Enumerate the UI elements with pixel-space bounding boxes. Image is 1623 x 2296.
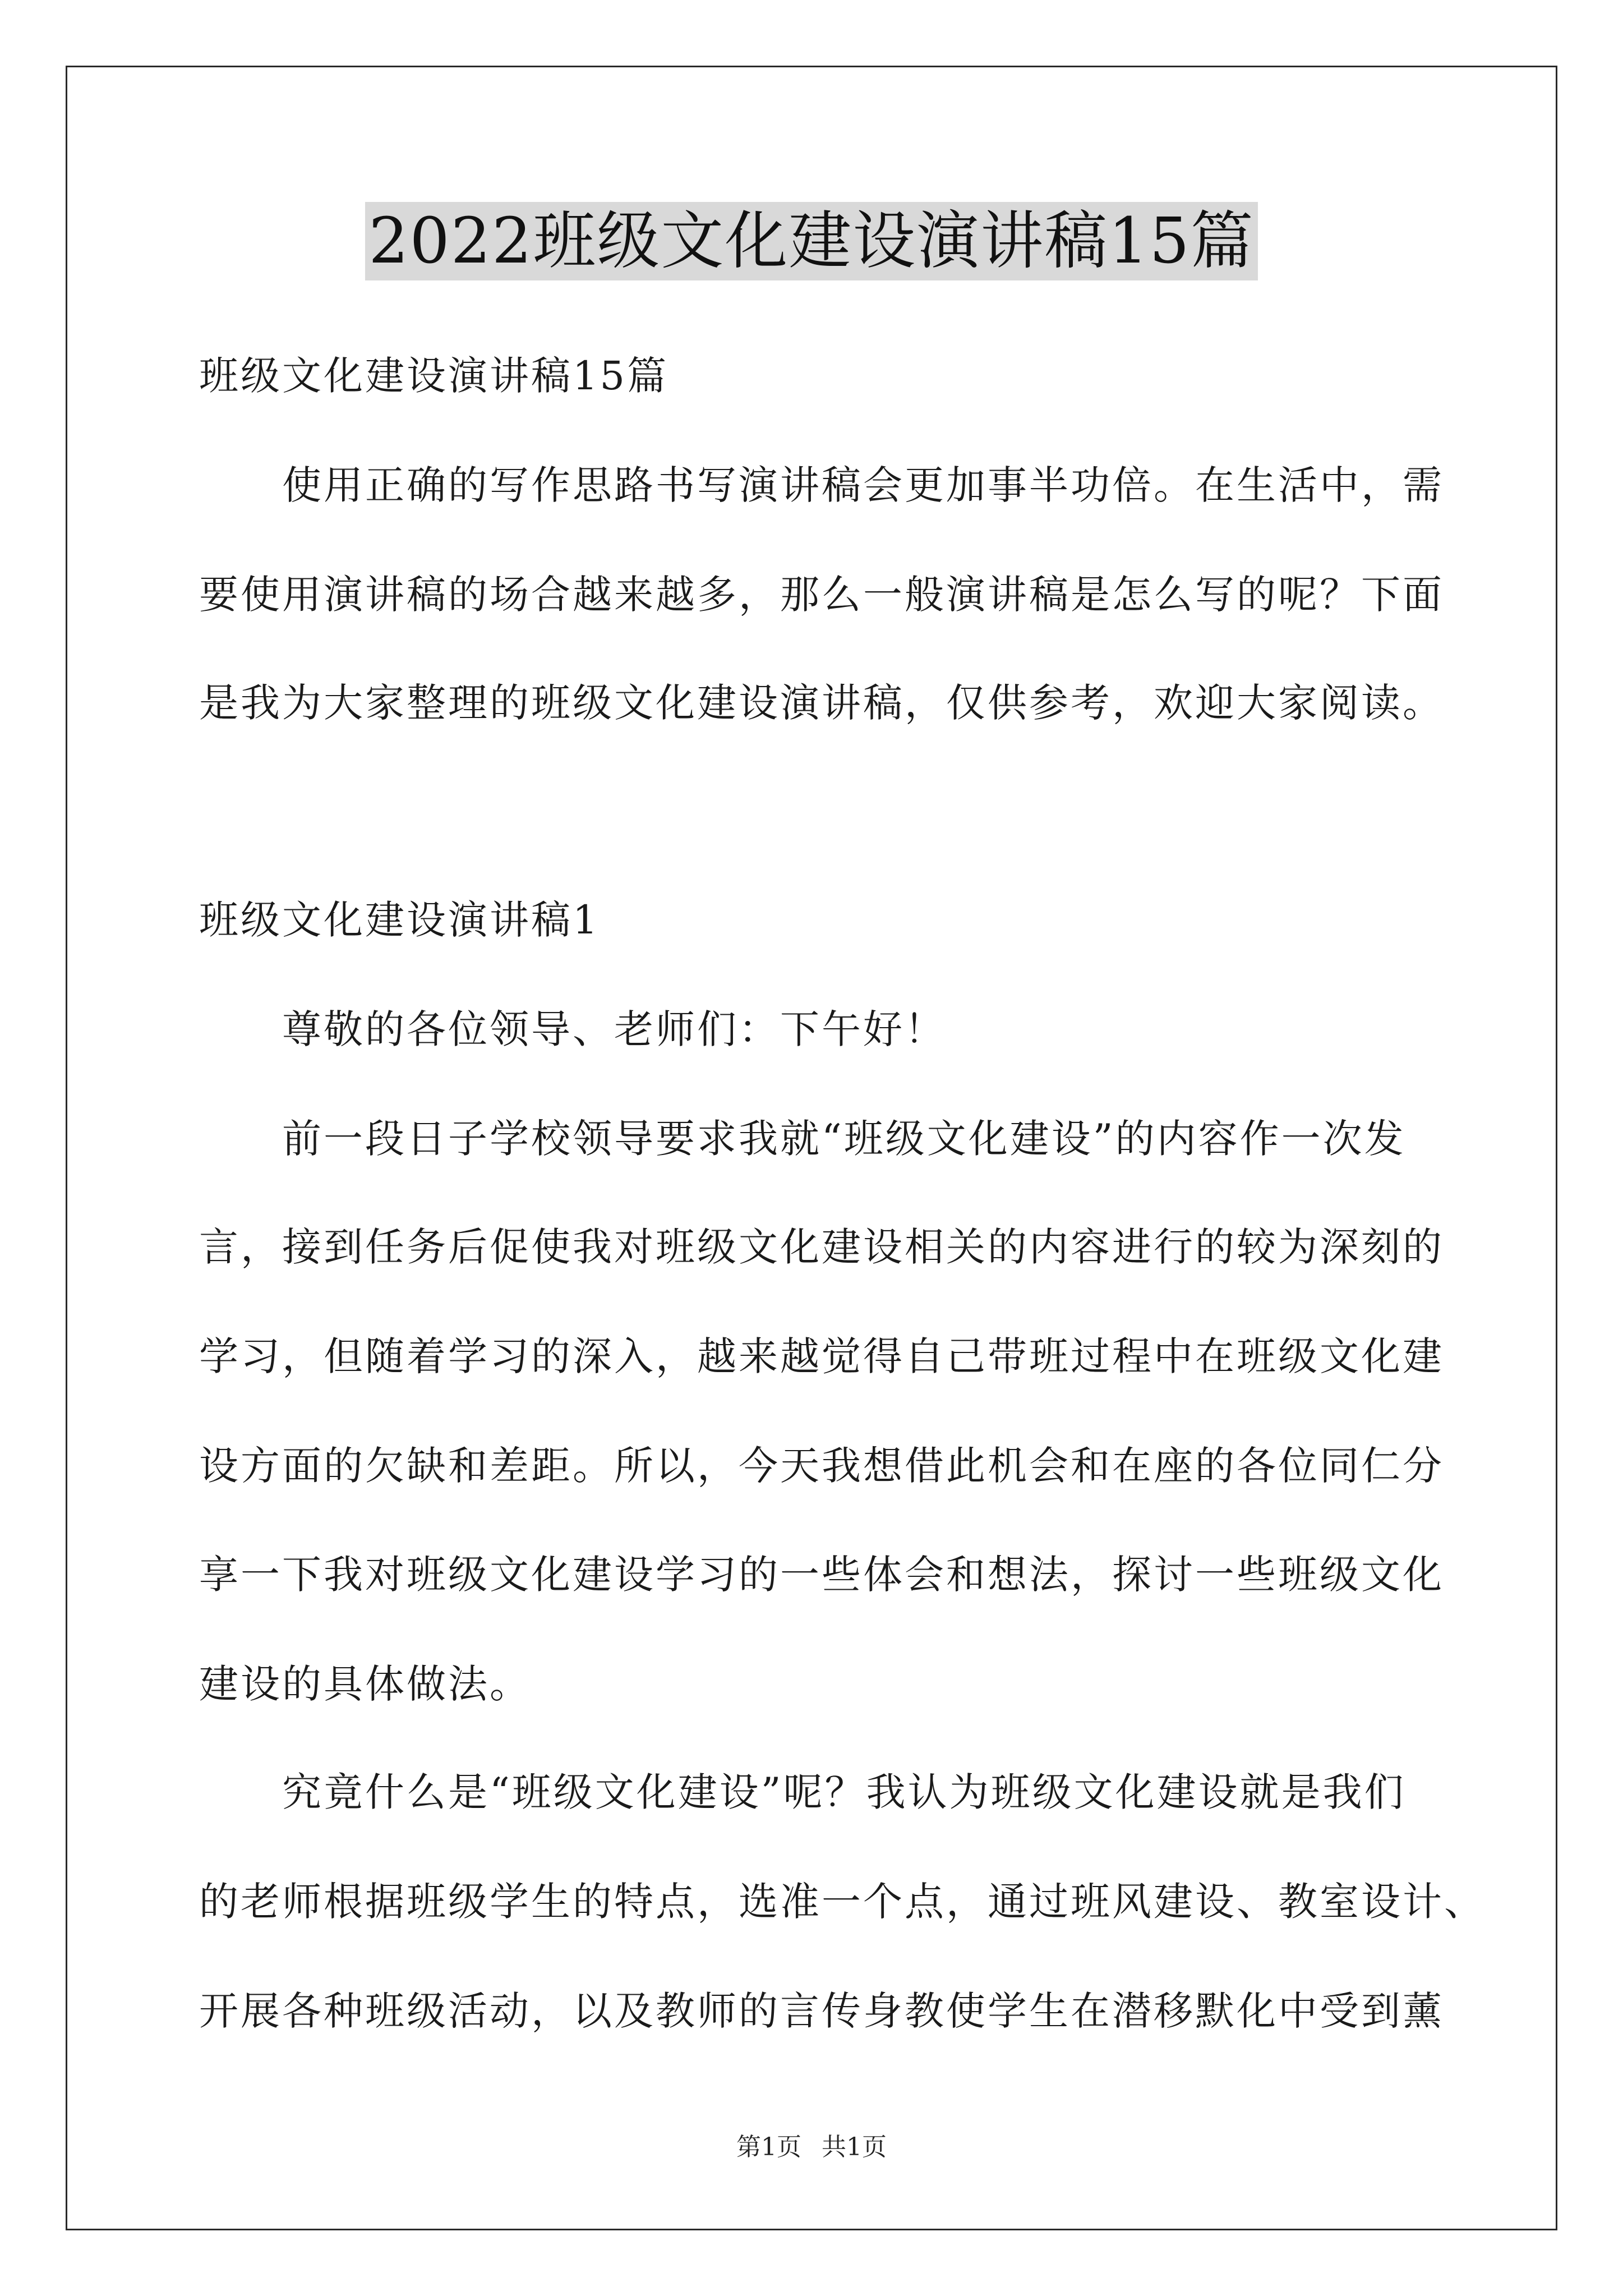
paragraph-line: 学习，但随着学习的深入，越来越觉得自己带班过程中在班级文化建 <box>199 1333 1444 1379</box>
section-heading: 班级文化建设演讲稿1 <box>199 897 600 943</box>
paragraph-line: 开展各种班级活动，以及教师的言传身教使学生在潜移默化中受到薰 <box>199 1988 1444 2034</box>
title-container <box>0 202 1623 280</box>
paragraph-line: 是我为大家整理的班级文化建设演讲稿，仅供参考，欢迎大家阅读。 <box>199 680 1444 726</box>
page-footer <box>0 2132 1623 2163</box>
paragraph-line: 言，接到任务后促使我对班级文化建设相关的内容进行的较为深刻的 <box>199 1224 1444 1270</box>
paragraph-line: 的老师根据班级学生的特点，选准一个点，通过班风建设、教室设计、 <box>199 1879 1486 1925</box>
paragraph-line: 享一下我对班级文化建设学习的一些体会和想法，探讨一些班级文化 <box>199 1552 1444 1598</box>
document-title: 2022班级文化建设演讲稿15篇 <box>365 202 1258 280</box>
paragraph-line: 设方面的欠缺和差距。所以，今天我想借此机会和在座的各位同仁分 <box>199 1443 1444 1489</box>
paragraph-line: 前一段日子学校领导要求我就“班级文化建设”的内容作一次发 <box>282 1116 1406 1162</box>
paragraph-line: 要使用演讲稿的场合越来越多，那么一般演讲稿是怎么写的呢？下面 <box>199 572 1444 618</box>
paragraph-line: 建设的具体做法。 <box>199 1661 531 1707</box>
paragraph-line: 使用正确的写作思路书写演讲稿会更加事半功倍。在生活中，需 <box>282 462 1444 508</box>
paragraph-line: 尊敬的各位领导、老师们：下午好！ <box>282 1006 946 1052</box>
page-total: 共1页 <box>822 2133 887 2161</box>
paragraph-line: 究竟什么是“班级文化建设”呢？我认为班级文化建设就是我们 <box>282 1769 1406 1815</box>
section-heading: 班级文化建设演讲稿15篇 <box>199 353 669 399</box>
page-number: 第1页 <box>736 2133 801 2161</box>
